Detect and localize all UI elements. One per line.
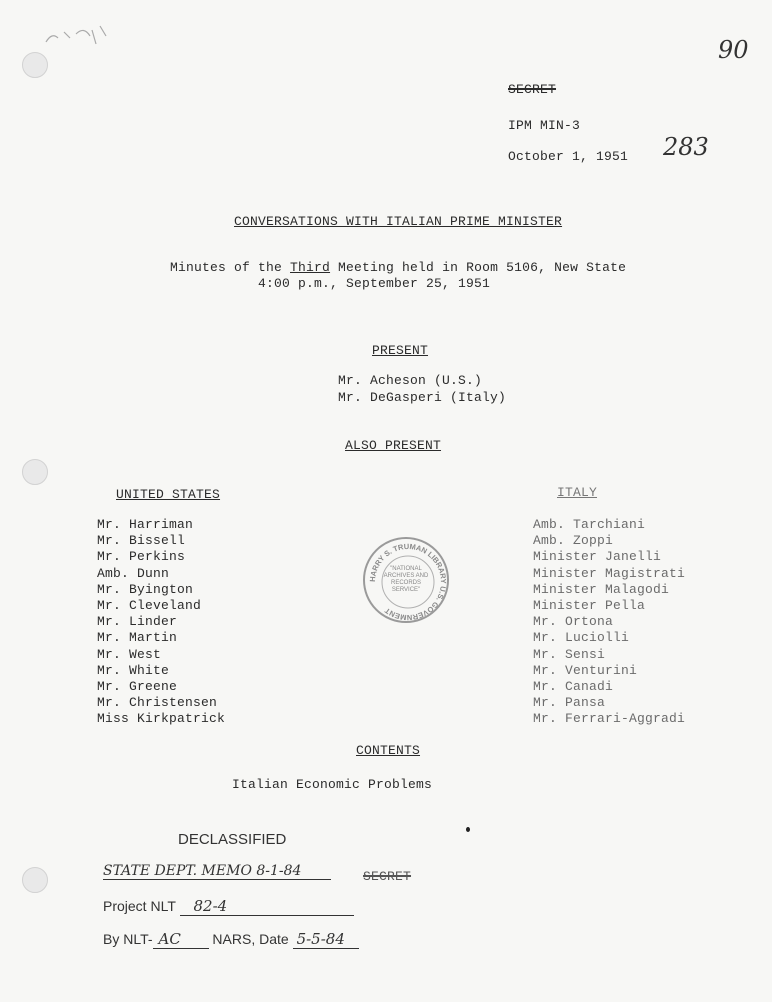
list-item: Mr. Christensen — [97, 695, 218, 711]
subtitle-prefix: Minutes of the — [170, 260, 291, 275]
also-present-heading: ALSO PRESENT — [345, 438, 442, 453]
project-line — [103, 897, 354, 916]
declassified-heading: DECLASSIFIED — [178, 831, 287, 848]
list-item: Mr. White — [97, 662, 170, 678]
list-item: Minister Malagodi — [533, 581, 670, 597]
list-item: Minister Magistrati — [533, 565, 686, 581]
subtitle-suffix: Meeting held in Room 5106, New State — [330, 260, 627, 275]
punch-hole-middle — [22, 459, 48, 485]
list-item: Mr. Venturini — [533, 662, 638, 678]
subtitle-emphasis: Third — [290, 260, 331, 275]
stamp-center-text: "NATIONAL ARCHIVES AND RECORDS SERVICE" — [383, 566, 429, 593]
list-item: Mr. Martin — [97, 630, 178, 646]
declassification-authority: STATE DEPT. MEMO 8-1-84 — [103, 863, 331, 880]
document-title: CONVERSATIONS WITH ITALIAN PRIME MINISTER — [234, 214, 563, 229]
list-item: Mr. West — [97, 646, 162, 662]
contents-item: Italian Economic Problems — [232, 777, 433, 792]
date-value: 5-5-84 — [293, 930, 359, 949]
classification-marking: SECRET — [508, 82, 557, 97]
united-states-list — [97, 517, 225, 728]
project-label: Project NLT — [103, 898, 176, 914]
svg-text:HARRY S. TRUMAN LIBRARY U.S. — [368, 542, 448, 622]
pencil-scribble-icon — [42, 20, 112, 60]
list-item: Amb. Tarchiani — [533, 517, 646, 532]
nars-label: NARS, Date — [212, 931, 289, 947]
list-item: Mr. Sensi — [533, 646, 606, 662]
meeting-subtitle — [170, 260, 626, 275]
archive-stamp — [363, 537, 449, 623]
list-item: Mr. Linder — [97, 614, 178, 630]
list-item: Mr. Perkins — [97, 549, 186, 565]
list-item: Amb. Dunn — [97, 565, 170, 581]
handwritten-page-number: 90 — [718, 36, 749, 64]
handwritten-number: 283 — [663, 133, 709, 161]
by-label: By NLT- — [103, 931, 153, 947]
united-states-heading: UNITED STATES — [116, 487, 221, 502]
ink-dot — [466, 827, 470, 832]
list-item: Minister Janelli — [533, 549, 662, 565]
present-person: Mr. DeGasperi (Italy) — [338, 390, 507, 405]
document-id: IPM MIN-3 — [508, 118, 581, 133]
footer-classification: SECRET — [363, 869, 412, 884]
stamp-ring-icon — [365, 539, 451, 625]
list-item: Miss Kirkpatrick — [97, 711, 226, 727]
list-item: Mr. Ferrari-Aggradi — [533, 711, 686, 727]
project-value: 82-4 — [180, 897, 354, 916]
italy-list — [533, 517, 685, 728]
stamp-ring-text: HARRY S. TRUMAN LIBRARY U.S. GOVERNMENT — [367, 541, 449, 623]
italy-heading: ITALY — [557, 485, 598, 500]
list-item: Mr. Cleveland — [97, 598, 202, 614]
list-item: Mr. Bissell — [97, 533, 186, 549]
list-item: Mr. Byington — [97, 581, 194, 597]
list-item: Mr. Luciolli — [533, 630, 630, 646]
meeting-time: 4:00 p.m., September 25, 1951 — [258, 276, 491, 291]
list-item: Mr. Canadi — [533, 679, 614, 695]
punch-hole-bottom — [22, 867, 48, 893]
contents-heading: CONTENTS — [356, 743, 421, 758]
list-item: Mr. Harriman — [97, 517, 194, 532]
by-value: AC — [153, 930, 209, 949]
by-line — [103, 930, 359, 949]
list-item: Mr. Greene — [97, 679, 178, 695]
present-heading: PRESENT — [372, 343, 429, 358]
present-person: Mr. Acheson (U.S.) — [338, 373, 483, 388]
list-item: Minister Pella — [533, 598, 646, 614]
list-item: Mr. Pansa — [533, 695, 606, 711]
list-item: Amb. Zoppi — [533, 533, 614, 549]
document-date: October 1, 1951 — [508, 149, 629, 164]
list-item: Mr. Ortona — [533, 614, 614, 630]
